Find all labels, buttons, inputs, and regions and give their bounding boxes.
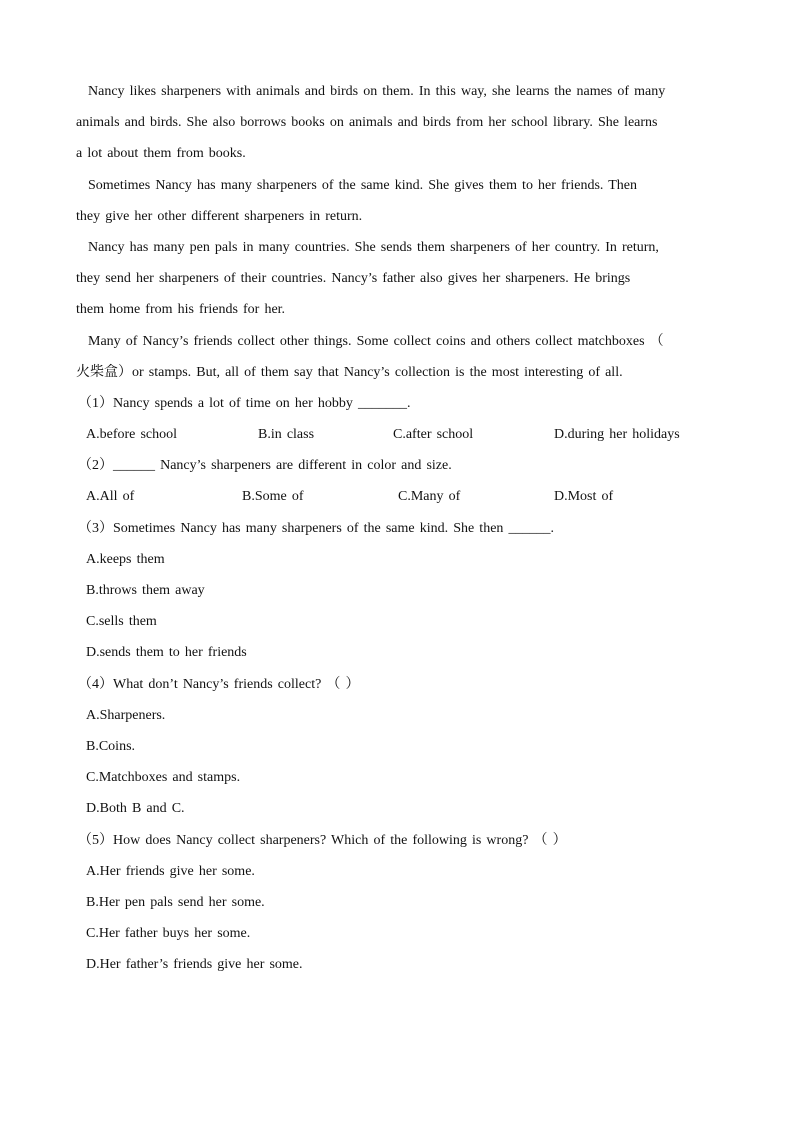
passage-line: a lot about them from books.: [76, 146, 246, 162]
option-d: D.Both B and C.: [86, 801, 185, 817]
passage-line: them home from his friends for her.: [76, 302, 286, 318]
worksheet-page: [76, 80, 718, 984]
option-a: A.before school: [86, 427, 178, 443]
passage-line: animals and birds. She also borrows books on animals and birds from her school library. She learns: [76, 115, 658, 131]
option-c: C.after school: [393, 427, 474, 443]
passage-line: 火柴盒）or stamps. But, all of them say that Nancy’s collection is the most interesting of all.: [76, 364, 623, 380]
option-d: D.during her holidays: [554, 427, 680, 443]
question-4: [76, 673, 718, 829]
question-stem: （3）Sometimes Nancy has many sharpeners of the same kind. She then ______.: [78, 520, 555, 536]
passage-line: they send her sharpeners of their countries. Nancy’s father also gives her sharpeners. He brings: [76, 271, 631, 287]
option-d: D.Her father’s friends give her some.: [86, 957, 303, 973]
option-row: [76, 423, 718, 454]
option-c: C.sells them: [86, 614, 157, 630]
question-2: [76, 454, 718, 516]
option-b: B.Coins.: [86, 738, 136, 754]
option-a: A.keeps them: [86, 551, 165, 567]
question-5: [76, 829, 718, 985]
option-d: D.Most of: [554, 489, 614, 505]
passage-line: they give her other different sharpeners in return.: [76, 208, 363, 224]
option-row: [76, 485, 718, 516]
option-c: C.Many of: [398, 489, 461, 505]
option-c: C.Matchboxes and stamps.: [86, 770, 241, 786]
passage-line: Many of Nancy’s friends collect other things. Some collect coins and others collect matchboxes （: [88, 333, 664, 349]
question-stem: （5）How does Nancy collect sharpeners? Which of the following is wrong? （ ）: [78, 832, 567, 848]
option-a: A.Her friends give her some.: [86, 863, 255, 879]
question-stem: （4）What don’t Nancy’s friends collect? （ ）: [78, 676, 360, 692]
reading-passage: [76, 80, 718, 392]
option-b: B.in class: [258, 427, 315, 443]
passage-line: Sometimes Nancy has many sharpeners of the same kind. She gives them to her friends. Then: [88, 177, 638, 193]
question-3: [76, 517, 718, 673]
question-stem: （2）______ Nancy’s sharpeners are different in color and size.: [78, 458, 452, 474]
option-b: B.throws them away: [86, 583, 205, 598]
option-c: C.Her father buys her some.: [86, 926, 251, 942]
option-d: D.sends them to her friends: [86, 645, 247, 661]
question-stem: （1）Nancy spends a lot of time on her hobby _______.: [78, 395, 411, 411]
passage-line: Nancy has many pen pals in many countries. She sends them sharpeners of her country. In return,: [88, 239, 659, 255]
question-1: [76, 392, 718, 454]
option-a: A.Sharpeners.: [86, 707, 166, 723]
option-b: B.Her pen pals send her some.: [86, 894, 265, 910]
passage-line: Nancy likes sharpeners with animals and birds on them. In this way, she learns the names of many: [88, 84, 666, 99]
option-a: A.All of: [86, 489, 135, 505]
option-b: B.Some of: [242, 489, 304, 505]
